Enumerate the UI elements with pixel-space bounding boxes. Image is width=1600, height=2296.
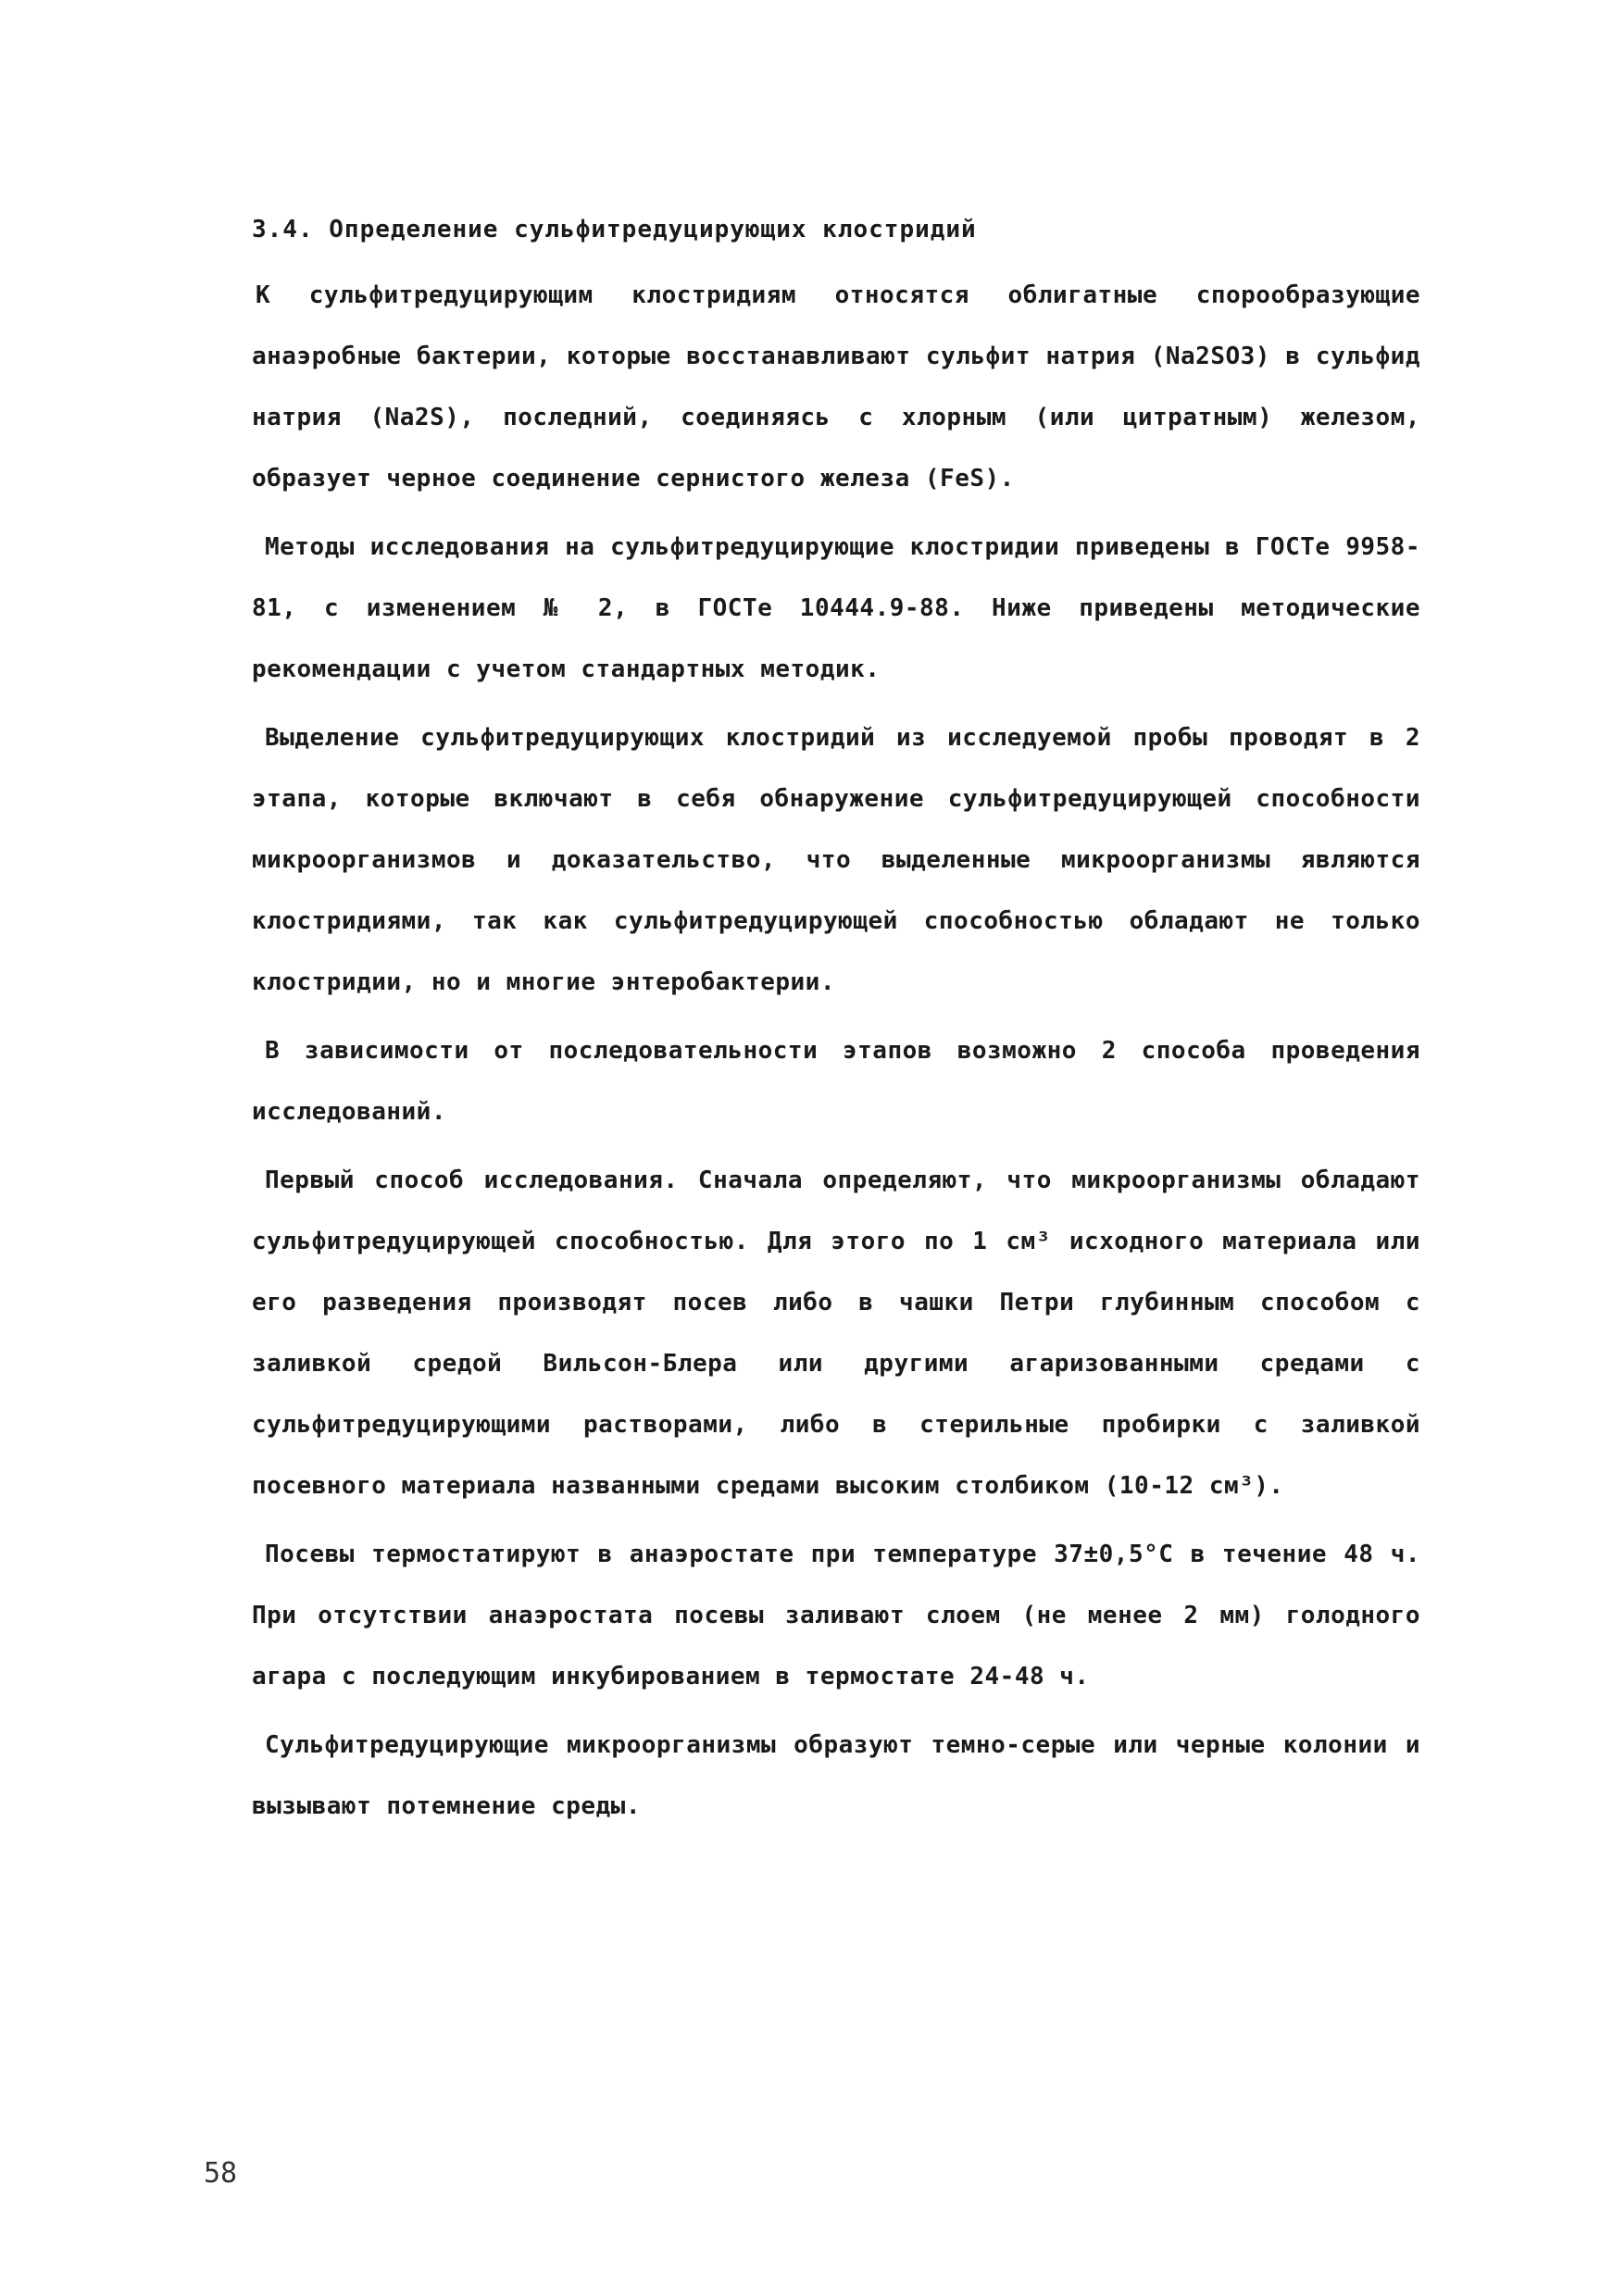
paragraph-4: В зависимости от последовательности этапов возможно 2 способа проведения исследований. [252,1037,1420,1126]
text-body [252,211,1420,1844]
paragraph-5: Первый способ исследования. Сначала определяют, что микроорганизмы обладают сульфитредуцирующей способностью. Для этого по 1 см³ исходного материала или его разведения производят посев либо в чашки Петри глубинным способом с заливкой средой Вильсон-Блера или другими агаризованными средами с сульфитредуцирующими растворами, либо в стерильные пробирки с заливкой посевного материала названными средами высоким столбиком (10-12 см³). [252,1167,1420,1500]
paragraph-6: Посевы термостатируют в анаэростате при температуре 37±0,5°С в течение 48 ч. При отсутствии анаэростата посевы заливают слоем (не менее 2 мм) голодного агара с последующим инкубированием в термостате 24-48 ч. [252,1541,1420,1691]
paragraph-1: К сульфитредуцирующим клостридиям относятся облигатные спорообразующие анаэробные бактерии, которые восстанавливают сульфит натрия (Na2SO3) в сульфид натрия (Na2S), последний, соединяясь с хлорным (или цитратным) железом, образует черное соединение сернистого железа (FeS). [252,281,1420,493]
paragraph-3: Выделение сульфитредуцирующих клостридий из исследуемой пробы проводят в 2 этапа, которые включают в себя обнаружение сульфитредуцирующей способности микроорганизмов и доказательство, что выделенные микроорганизмы являются клостридиями, так как сульфитредуцирующей способностью обладают не только клостридии, но и многие энтеробактерии. [252,724,1420,996]
page-number: 58 [204,2157,238,2190]
section-heading: 3.4. Определение сульфитредуцирующих клостридий [252,216,977,243]
paragraph-2: Методы исследования на сульфитредуцирующие клостридии приведены в ГОСТе 9958-81, с изменением № 2, в ГОСТе 10444.9-88. Ниже приведены методические рекомендации с учетом стандартных методик. [252,533,1420,683]
paragraph-7: Сульфитредуцирующие микроорганизмы образуют темно-серые или черные колонии и вызывают потемнение среды. [252,1731,1420,1820]
